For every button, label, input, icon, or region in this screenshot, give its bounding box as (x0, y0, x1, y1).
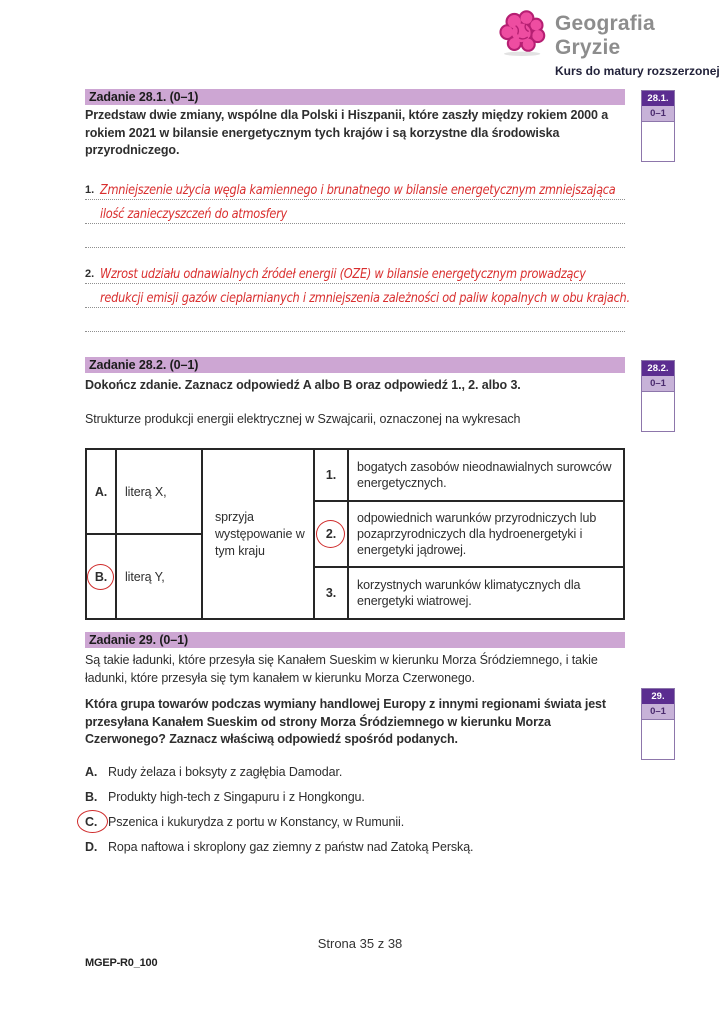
table-number-1-text: bogatych zasobów nieodnawialnych surowców energetycznych. (348, 449, 624, 501)
answer-blank-line (85, 224, 625, 248)
task-28-2 (85, 357, 625, 428)
task-28-1-prompt: Przedstaw dwie zmiany, wspólne dla Polski i Hiszpanii, które zaszły między rokiem 2000 a rokiem 2021 w bilansie energetycznym tych krajów i są korzystne dla środowiska przyrodniczego. (85, 108, 609, 157)
answer-blank-line (85, 308, 625, 332)
option-c-text: Pszenica i kukurydza z portu w Konstancy, w Rumunii. (108, 814, 405, 829)
task-28-2-header: Zadanie 28.2. (0–1) (85, 357, 625, 373)
score-box-28-2-range: 0–1 (642, 376, 674, 392)
score-box-29-empty (642, 720, 674, 759)
table-letter-b-text: literą Y, (116, 534, 202, 619)
task-28-1-answers (85, 176, 630, 332)
answer-line (85, 200, 625, 224)
task-29-intro: Są takie ładunki, które przesyła się Kanałem Sueskim w kierunku Morza Śródziemnego, i takie ładunki, które przesyła się tym kanałem w kierunku Morza Czerwonego. (85, 653, 598, 685)
option-a-letter: A. (85, 764, 98, 779)
handwritten-answer-1-line-2: ilość zanieczyszczeń do atmosfery (100, 206, 287, 222)
task-28-2-instruction: Dokończ zdanie. Zaznacz odpowiedź A albo B oraz odpowiedź 1., 2. albo 3. (85, 378, 521, 392)
option-a (85, 759, 625, 784)
score-box-28-1-range: 0–1 (642, 106, 674, 122)
score-box-28-1 (641, 90, 675, 162)
score-box-28-1-id: 28.1. (642, 91, 674, 106)
answer-2-number: 2. (85, 268, 95, 280)
option-d-text: Ropa naftowa i skroplony gaz ziemny z państw nad Zatoką Perską. (108, 839, 474, 854)
answer-line (85, 176, 625, 200)
option-d-letter: D. (85, 839, 98, 854)
brain-icon (497, 8, 549, 63)
task-29-question: Która grupa towarów podczas wymiany handlowej Europy z innymi regionami świata jest przesyłana Kanałem Sueskim od strony Morza Śródziemnego w kierunku Morza Czerwonego? Zaznacz właściwą odpowiedź spośród podanych. (85, 697, 606, 746)
table-letter-a-text: literą X, (116, 449, 202, 534)
task-28-2-answer-table (85, 448, 625, 620)
table-letter-b-label: B. (94, 569, 108, 584)
handwritten-answer-2-line-1: Wzrost udziału odnawialnych źródeł energii (OZE) w bilansie energetycznym prowadzący (100, 266, 586, 282)
logo-subtitle: Kurs do matury rozszerzonej (555, 64, 720, 78)
score-box-28-2 (641, 360, 675, 432)
task-28-1 (85, 89, 625, 160)
handwritten-answer-2-line-2: redukcji emisji gazów cieplarnianych i zmniejszenia zależności od paliw kopalnych w obu krajach. (100, 290, 630, 306)
option-c (85, 809, 625, 834)
table-number-2-text: odpowiednich warunków przyrodniczych lub pozaprzyrodniczych dla hydroenergetyki i energetyki jądrowej. (348, 501, 624, 567)
task-29-options (85, 759, 625, 859)
option-d (85, 834, 625, 859)
task-29 (85, 632, 625, 749)
handwritten-answer-1-line-1: Zmniejszenie użycia węgla kamiennego i brunatnego w bilansie energetycznym zmniejszająca (100, 182, 616, 198)
table-number-2-label: 2. (325, 527, 337, 541)
answer-1-number: 1. (85, 184, 95, 196)
score-box-28-2-id: 28.2. (642, 361, 674, 376)
option-b-letter: B. (85, 789, 98, 804)
task-28-2-stem: Strukturze produkcji energii elektrycznej w Szwajcarii, oznaczonej na wykresach (85, 411, 521, 426)
answer-2 (85, 260, 630, 332)
logo (497, 8, 720, 78)
task-29-header: Zadanie 29. (0–1) (85, 632, 625, 648)
table-number-3-cell: 3. (314, 567, 348, 619)
answer-line (85, 284, 630, 308)
option-b (85, 784, 625, 809)
score-box-29-range: 0–1 (642, 704, 674, 720)
score-box-29-id: 29. (642, 689, 674, 704)
table-middle-cell: sprzyja występowanie w tym kraju (202, 449, 314, 619)
answer-1 (85, 176, 625, 248)
footer-page-number: Strona 35 z 38 (317, 936, 403, 951)
option-c-letter: C. (85, 814, 98, 829)
score-box-28-2-empty (642, 392, 674, 431)
table-number-3-text: korzystnych warunków klimatycznych dla energetyki wiatrowej. (348, 567, 624, 619)
score-box-28-1-empty (642, 122, 674, 161)
score-box-29 (641, 688, 675, 760)
option-b-text: Produkty high-tech z Singapuru i z Hongkongu. (108, 789, 365, 804)
task-28-1-header: Zadanie 28.1. (0–1) (85, 89, 625, 105)
table-letter-a-cell: A. (86, 449, 116, 534)
answer-line (85, 260, 625, 284)
footer-exam-code: MGEP-R0_100 (85, 957, 158, 969)
table-number-1-cell: 1. (314, 449, 348, 501)
table-letter-b-cell (86, 534, 116, 619)
table-number-2-cell (314, 501, 348, 567)
logo-title: Geografia Gryzie (555, 12, 655, 59)
option-a-text: Rudy żelaza i boksyty z zagłębia Damodar. (108, 764, 343, 779)
